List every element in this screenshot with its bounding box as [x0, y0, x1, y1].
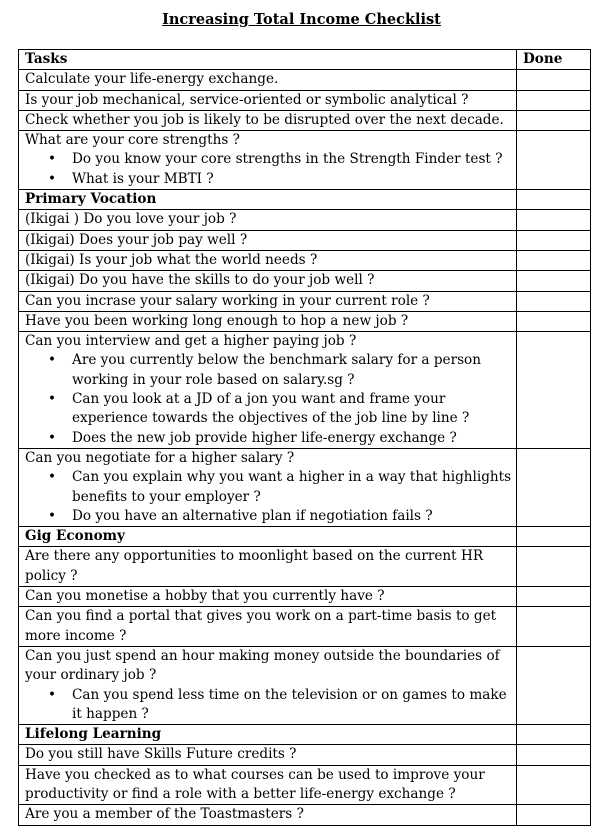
table-row	[19, 90, 591, 110]
table-row	[19, 607, 591, 647]
task-cell	[19, 131, 517, 190]
task-cell	[19, 70, 517, 90]
task-text: Can you just spend an hour making money outside the boundaries of	[25, 647, 500, 664]
done-cell[interactable]	[517, 110, 591, 130]
task-cell	[19, 250, 517, 270]
task-text: Can you negotiate for a higher salary ?	[25, 449, 295, 466]
checklist-body	[19, 70, 591, 825]
task-cell	[19, 90, 517, 110]
header-row	[19, 50, 591, 70]
sub-question	[25, 170, 516, 189]
sub-question-text: it happen ?	[72, 705, 149, 722]
sub-question-text: • Can you spend less time on the television or on games to make	[72, 686, 507, 703]
done-cell[interactable]	[517, 291, 591, 311]
task-text: more income ?	[25, 627, 127, 644]
task-cell	[19, 332, 517, 449]
done-cell[interactable]	[517, 311, 591, 331]
table-row	[19, 311, 591, 331]
task-text: Primary Vocation	[25, 191, 157, 208]
task-text: Can you incrase your salary working in your current role ?	[25, 292, 430, 309]
done-cell[interactable]	[517, 448, 591, 526]
task-cell	[19, 271, 517, 291]
task-text: productivity or find a role with a better life-energy exchange ?	[25, 785, 456, 802]
task-text: Have you checked as to what courses can be used to improve your	[25, 766, 485, 783]
tasks-column-header: Tasks	[19, 50, 517, 70]
task-text: (Ikigai) Is your job what the world needs ?	[25, 251, 318, 268]
task-cell	[19, 745, 517, 765]
done-cell	[517, 725, 591, 745]
table-row	[19, 448, 591, 526]
task-text: What are your core strengths ?	[25, 132, 240, 149]
task-cell	[19, 210, 517, 230]
sub-question-text: • Can you look at a JD of a jon you want and frame your	[72, 391, 446, 408]
task-cell	[19, 291, 517, 311]
done-cell[interactable]	[517, 131, 591, 190]
task-cell	[19, 230, 517, 250]
done-cell[interactable]	[517, 547, 591, 587]
task-cell	[19, 646, 517, 724]
task-cell	[19, 587, 517, 607]
done-cell[interactable]	[517, 90, 591, 110]
task-cell	[19, 805, 517, 825]
sub-question	[25, 686, 516, 725]
done-cell[interactable]	[517, 230, 591, 250]
section-header-row	[19, 527, 591, 547]
table-row	[19, 547, 591, 587]
table-row	[19, 332, 591, 449]
task-text: Do you still have Skills Future credits ?	[25, 746, 297, 763]
table-row	[19, 131, 591, 190]
task-text: Lifelong Learning	[25, 726, 162, 743]
sub-question-text: working in your role based on salary.sg ?	[72, 371, 355, 388]
task-cell	[19, 448, 517, 526]
task-text: (Ikigai ) Do you love your job ?	[25, 211, 237, 228]
sub-question	[25, 468, 516, 507]
sub-question-text: benefits to your employer ?	[72, 488, 261, 505]
task-text: Gig Economy	[25, 528, 125, 545]
done-cell[interactable]	[517, 607, 591, 647]
task-text: Is your job mechanical, service-oriented or symbolic analytical ?	[25, 91, 469, 108]
sub-question-text: • Does the new job provide higher life-energy exchange ?	[72, 429, 457, 446]
done-cell[interactable]	[517, 765, 591, 805]
done-cell	[517, 190, 591, 210]
done-cell[interactable]	[517, 646, 591, 724]
task-cell	[19, 110, 517, 130]
done-cell[interactable]	[517, 332, 591, 449]
section-header-row	[19, 190, 591, 210]
sub-question	[25, 390, 516, 429]
sub-question-text: • Do you know your core strengths in the Strength Finder test ?	[72, 151, 503, 168]
table-row	[19, 291, 591, 311]
section-title	[19, 527, 517, 547]
section-title	[19, 725, 517, 745]
done-cell	[517, 527, 591, 547]
task-cell	[19, 311, 517, 331]
task-text: Can you find a portal that gives you work on a part-time basis to get	[25, 608, 497, 625]
table-row	[19, 587, 591, 607]
table-row	[19, 110, 591, 130]
task-text: Can you monetise a hobby that you currently have ?	[25, 588, 385, 605]
task-cell	[19, 765, 517, 805]
table-row	[19, 250, 591, 270]
table-row	[19, 805, 591, 825]
sub-question	[25, 351, 516, 390]
done-cell[interactable]	[517, 271, 591, 291]
task-text: Have you been working long enough to hop a new job ?	[25, 312, 409, 329]
done-cell[interactable]	[517, 250, 591, 270]
task-text: Are you a member of the Toastmasters ?	[25, 806, 304, 823]
sub-question-text: experience towards the objectives of the job line by line ?	[72, 410, 470, 427]
table-row	[19, 230, 591, 250]
table-row	[19, 210, 591, 230]
table-row	[19, 745, 591, 765]
done-cell[interactable]	[517, 210, 591, 230]
checklist-table	[18, 49, 591, 826]
task-text: Are there any opportunities to moonlight based on the current HR	[25, 548, 484, 565]
task-text: your ordinary job ?	[25, 667, 157, 684]
sub-question-text: • Can you explain why you want a higher in a way that highlights	[72, 469, 512, 486]
done-cell[interactable]	[517, 587, 591, 607]
document-title: Increasing Total Income Checklist	[162, 11, 441, 28]
task-text: Can you interview and get a higher paying job ?	[25, 333, 357, 350]
sub-question	[25, 429, 516, 448]
done-cell[interactable]	[517, 70, 591, 90]
sub-question-text: • What is your MBTI ?	[72, 170, 214, 187]
done-cell[interactable]	[517, 805, 591, 825]
task-cell	[19, 607, 517, 647]
sub-question	[25, 507, 516, 526]
section-header-row	[19, 725, 591, 745]
done-cell[interactable]	[517, 745, 591, 765]
table-row	[19, 70, 591, 90]
sub-question	[25, 150, 516, 169]
table-row	[19, 271, 591, 291]
done-column-header: Done	[517, 50, 591, 70]
table-row	[19, 765, 591, 805]
task-text: Calculate your life-energy exchange.	[25, 71, 279, 88]
sub-question-text: • Do you have an alternative plan if negotiation fails ?	[72, 507, 433, 524]
task-cell	[19, 547, 517, 587]
table-row	[19, 646, 591, 724]
sub-question-text: • Are you currently below the benchmark salary for a person	[72, 352, 481, 369]
section-title	[19, 190, 517, 210]
task-text: (Ikigai) Does your job pay well ?	[25, 231, 248, 248]
task-text: policy ?	[25, 567, 78, 584]
task-text: (Ikigai) Do you have the skills to do your job well ?	[25, 272, 375, 289]
task-text: Check whether you job is likely to be disrupted over the next decade.	[25, 111, 504, 128]
